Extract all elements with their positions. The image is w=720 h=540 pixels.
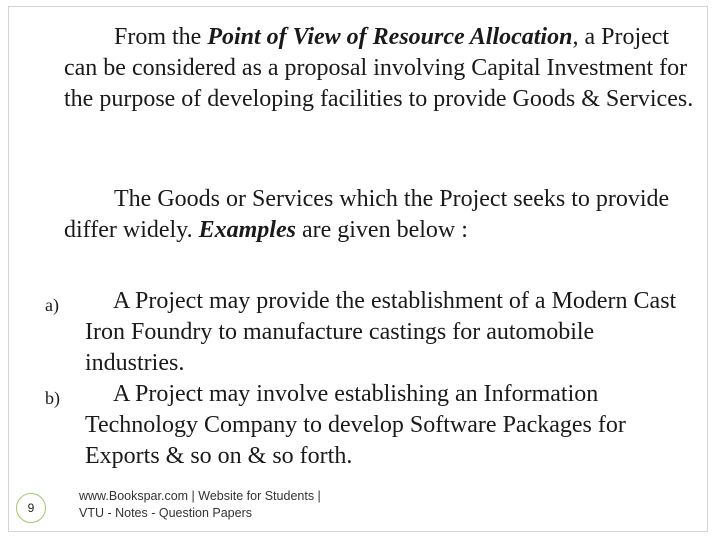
paragraph2-text-start: The Goods or Services which the Project seeks to provide differ widely. bbox=[64, 186, 670, 243]
page-number: 9 bbox=[27, 501, 35, 515]
paragraph-resource-allocation bbox=[64, 22, 694, 115]
examples-list bbox=[44, 286, 694, 472]
paragraph2-text-end: are given below : bbox=[295, 217, 468, 243]
list-item-text: A Project may provide the establishment of a Modern Cast Iron Foundry to manufacture castings for automobile industries. bbox=[85, 288, 677, 376]
list-item-text: A Project may involve establishing an Information Technology Company to develop Software Packages for Exports & so on & so forth. bbox=[85, 381, 626, 469]
list-item bbox=[44, 379, 694, 472]
list-marker: b) bbox=[45, 388, 60, 408]
page-number-badge bbox=[16, 493, 46, 523]
list-marker: a) bbox=[45, 295, 59, 315]
paragraph1-emphasis: Point of View of Resource Allocation bbox=[207, 24, 573, 50]
footer-credit bbox=[79, 488, 321, 522]
footer-line-1: www.Bookspar.com | Website for Students | bbox=[79, 489, 321, 503]
list-item bbox=[44, 286, 694, 379]
footer-line-2: VTU - Notes - Question Papers bbox=[79, 506, 252, 520]
paragraph2-emphasis: Examples bbox=[198, 217, 296, 243]
paragraph-examples-intro bbox=[64, 184, 694, 246]
paragraph1-text-start: From the bbox=[114, 24, 208, 50]
paragraph1-text-end: , a Project can be considered as a proposal involving Capital Investment for the purpose of developing facilities to provide Goods & Services. bbox=[64, 24, 694, 112]
